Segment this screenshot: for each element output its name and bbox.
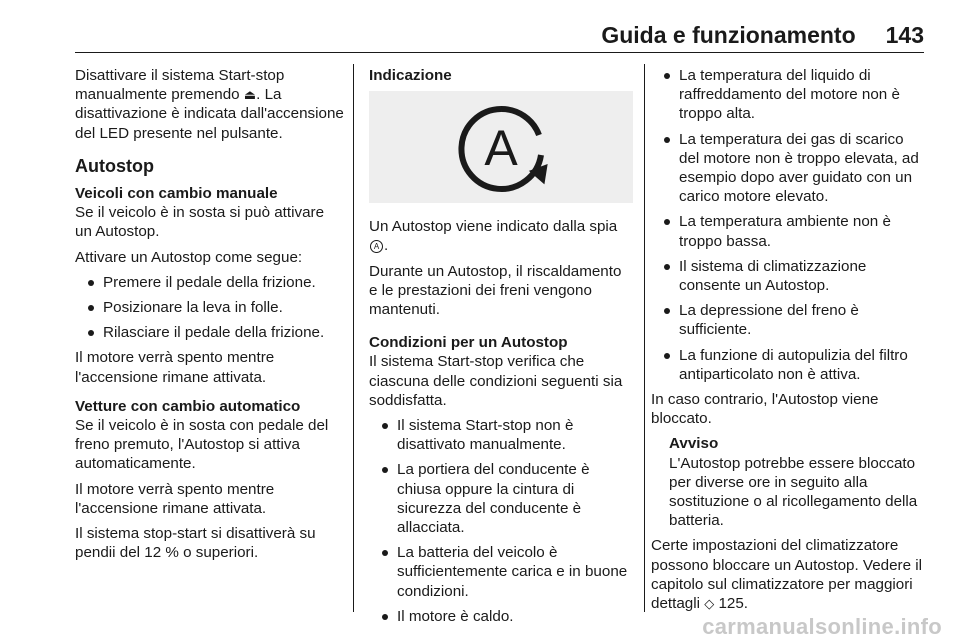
indication-text-b: . [384, 237, 389, 255]
intro-paragraph [75, 66, 345, 143]
indication-paragraph [369, 217, 633, 255]
climate-text: Certe impostazioni del climatizzatore possono bloccare un Autostop. Vedere il capitolo sul climatizzatore per maggiori dettagli [651, 537, 923, 613]
manual-heading: Veicoli con cambio manuale [75, 185, 278, 203]
section-title: Guida e funzionamento [601, 22, 856, 48]
list-item: Il sistema Start-stop non è disattivato manualmente. [369, 416, 633, 454]
indication-paragraph-2: Durante un Autostop, il riscaldamento e le prestazioni dei freni vengono mantenuti. [369, 262, 622, 319]
indication-text-a: Un Autostop viene indicato dalla spia [369, 218, 618, 236]
header-rule [75, 52, 924, 53]
notice-box [651, 434, 927, 530]
column-divider-2 [644, 64, 645, 612]
autostop-lamp-icon: A [370, 240, 383, 253]
list-item: Premere il pedale della frizione. [75, 273, 345, 292]
notice-text: L'Autostop potrebbe essere bloccato per diverse ore in seguito alla sostituzione o al ricollegamento della batteria. [669, 454, 918, 530]
autostop-heading: Autostop [75, 155, 154, 176]
autostop-figure [369, 91, 633, 203]
manual-steps-list [75, 273, 345, 343]
intro-text-b: . La disattivazione è indicata dall'accensione del LED presente nel pulsante. [75, 86, 344, 142]
column-divider-1 [353, 64, 354, 612]
automatic-heading: Vetture con cambio automatico [75, 397, 301, 415]
conditions-heading: Condizioni per un Autostop [369, 334, 568, 352]
column-2 [369, 66, 633, 632]
list-item: Posizionare la leva in folle. [75, 298, 345, 317]
column-3 [651, 66, 927, 619]
manual-paragraph-2: Attivare un Autostop come segue: [75, 248, 303, 266]
conditions-list-b [651, 66, 927, 384]
climate-page-ref[interactable]: 125. [718, 595, 749, 613]
list-item: La portiera del conducente è chiusa oppure la cintura di sicurezza del conducente è allacciata. [369, 460, 633, 537]
eco-button-icon: ⏏ [243, 87, 257, 103]
column-1 [75, 66, 345, 568]
watermark: carmanualsonline.info [702, 614, 942, 639]
manual-paragraph-3: Il motore verrà spento mentre l'accensione rimane attivata. [75, 349, 275, 386]
list-item: Il sistema di climatizzazione consente un Autostop. [651, 257, 927, 295]
list-item: La depressione del freno è sufficiente. [651, 301, 927, 339]
autostop-symbol-icon [431, 95, 571, 199]
notice-heading: Avviso [669, 435, 719, 453]
conditions-paragraph: Il sistema Start-stop verifica che ciascuna delle condizioni seguenti sia soddisfatta. [369, 353, 623, 409]
conditions-list-a [369, 416, 633, 626]
list-item: La temperatura dei gas di scarico del motore non è troppo elevata, ad esempio dopo aver guidato con un carico motore elevato. [651, 130, 927, 207]
figure-letter: A [484, 120, 518, 177]
auto-paragraph-3: Il sistema stop-start si disattiverà su pendii del 12 % o superiori. [75, 525, 316, 562]
manual-paragraph-1: Se il veicolo è in sosta si può attivare un Autostop. [75, 204, 325, 241]
list-item: La funzione di autopulizia del filtro antiparticolato non è attiva. [651, 346, 927, 384]
otherwise-paragraph: In caso contrario, l'Autostop viene bloccato. [651, 391, 879, 428]
page-header [601, 22, 924, 54]
list-item: Rilasciare il pedale della frizione. [75, 323, 345, 342]
intro-text-a: Disattivare il sistema Start-stop manualmente premendo [75, 67, 285, 104]
indication-heading: Indicazione [369, 67, 452, 84]
list-item: La temperatura del liquido di raffreddamento del motore non è troppo alta. [651, 66, 927, 124]
list-item: La batteria del veicolo è sufficientemente carica e in buone condizioni. [369, 543, 633, 601]
list-item: La temperatura ambiente non è troppo bassa. [651, 212, 927, 250]
auto-paragraph-2: Il motore verrà spento mentre l'accensione rimane attivata. [75, 480, 275, 517]
climate-paragraph [651, 536, 927, 613]
list-item: Il motore è caldo. [369, 607, 633, 626]
page-number: 143 [885, 22, 924, 48]
page-ref-arrow-icon: ◇ [704, 596, 715, 612]
auto-paragraph-1: Se il veicolo è in sosta con pedale del freno premuto, l'Autostop si attiva automaticamente. [75, 417, 329, 473]
